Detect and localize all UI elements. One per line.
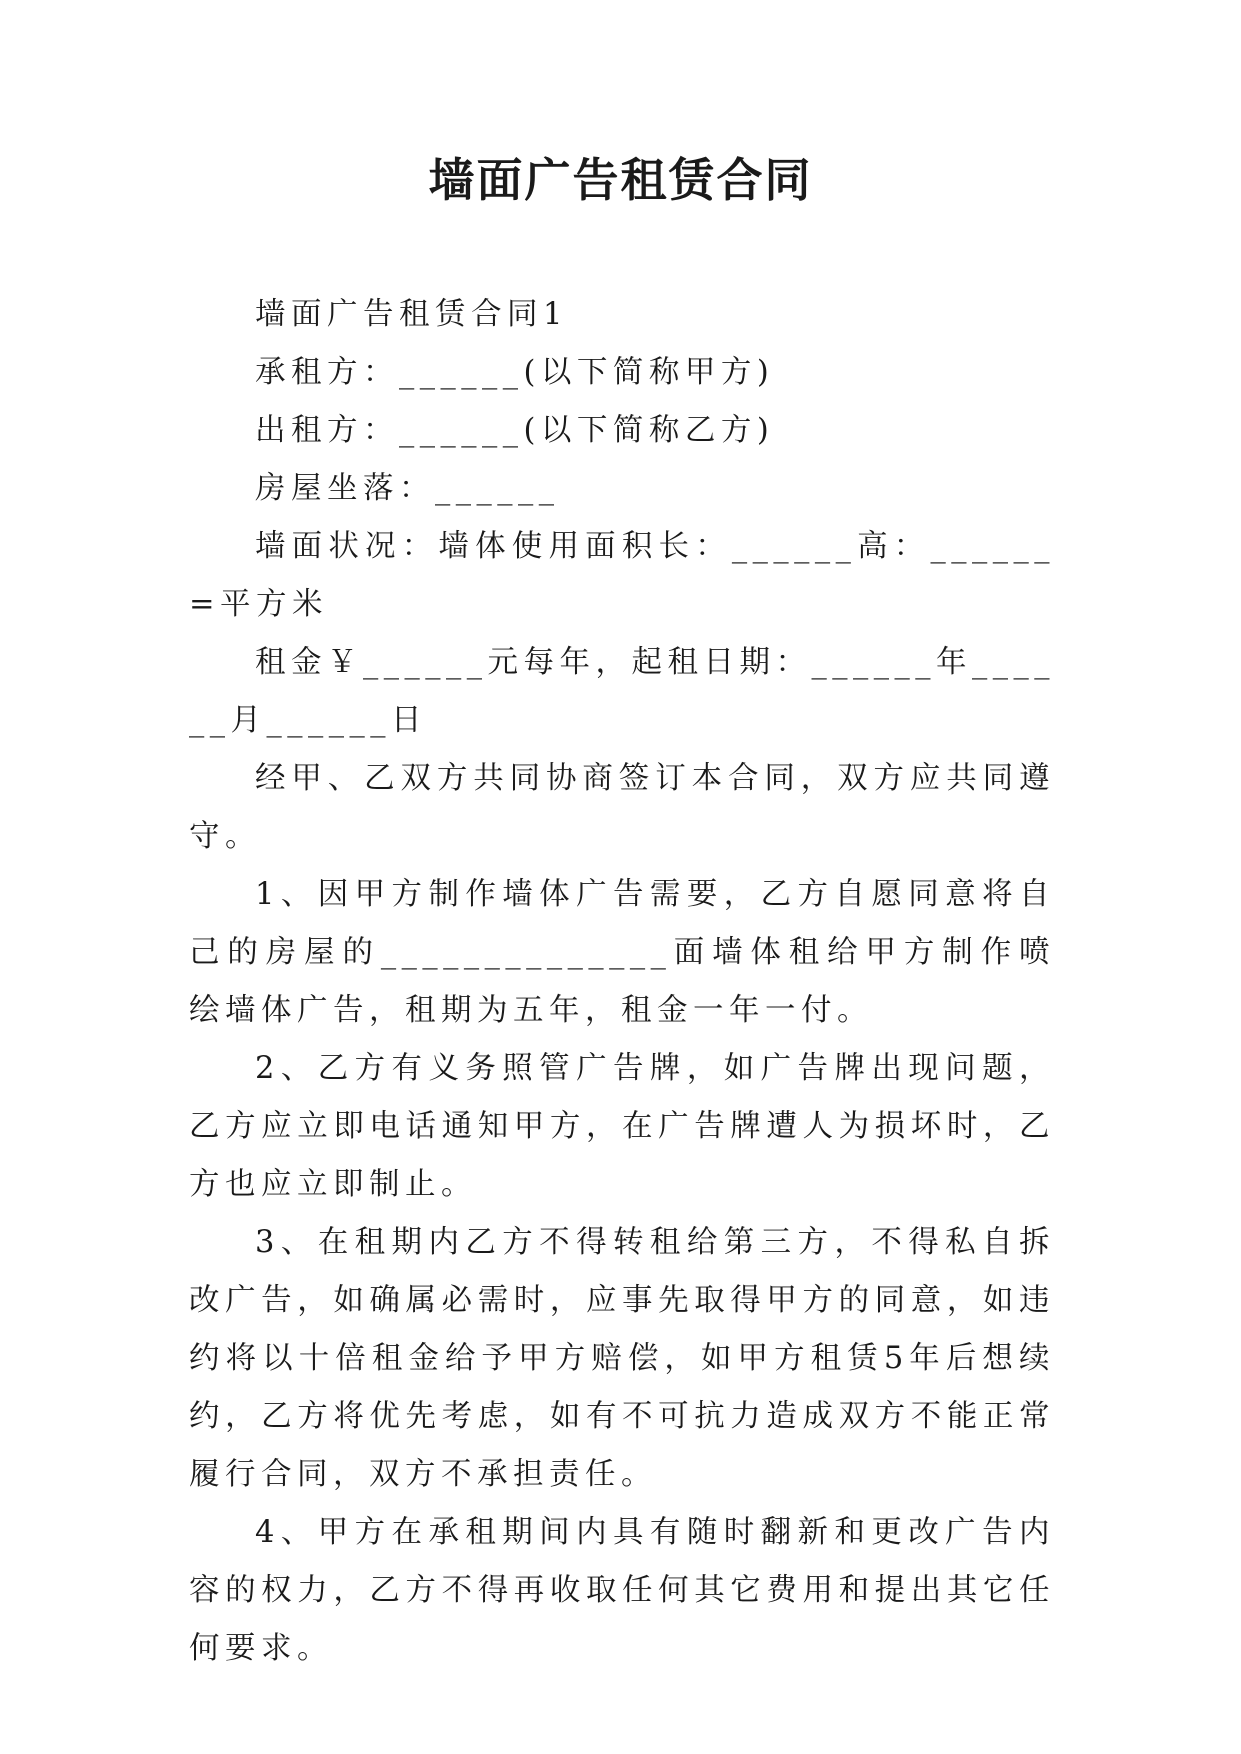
lessee-line: 承租方：______(以下简称甲方) (255, 355, 775, 390)
clause-2: 2、乙方有义务照管广告牌，如广告牌出现问题，乙方应立即电话通知甲方，在广告牌遭人为损坏时，乙方也应立即制止。 (189, 1051, 1055, 1202)
clause-4: 4、甲方在承租期间内具有随时翻新和更改广告内容的权力，乙方不得再收取任何其它费用和提出其它任何要求。 (189, 1515, 1055, 1666)
agreement-statement: 经甲、乙双方共同协商签订本合同，双方应共同遵守。 (189, 761, 1055, 854)
document-body (189, 286, 1055, 1678)
lessor-line: 出租方：______(以下简称乙方) (255, 413, 775, 448)
clause-1: 1、因甲方制作墙体广告需要，乙方自愿同意将自己的房屋的______________面墙体租给甲方制作喷绘墙体广告，租期为五年，租金一年一付。 (189, 877, 1055, 1028)
rent-line: 租金￥______元每年，起租日期：______年______月______日 (189, 645, 1055, 738)
property-location-line: 房屋坐落：______ (255, 471, 560, 506)
section-heading: 墙面广告租赁合同1 (255, 297, 568, 332)
clause-3: 3、在租期内乙方不得转租给第三方，不得私自拆改广告，如确属必需时，应事先取得甲方的同意，如违约将以十倍租金给予甲方赔偿，如甲方租赁5年后想续约，乙方将优先考虑，如有不可抗力造成双方不能正常履行合同，双方不承担责任。 (189, 1225, 1055, 1492)
wall-condition-line: 墙面状况：墙体使用面积长：______高：______=平方米 (189, 529, 1055, 622)
document-title: 墙面广告租赁合同 (428, 153, 813, 207)
